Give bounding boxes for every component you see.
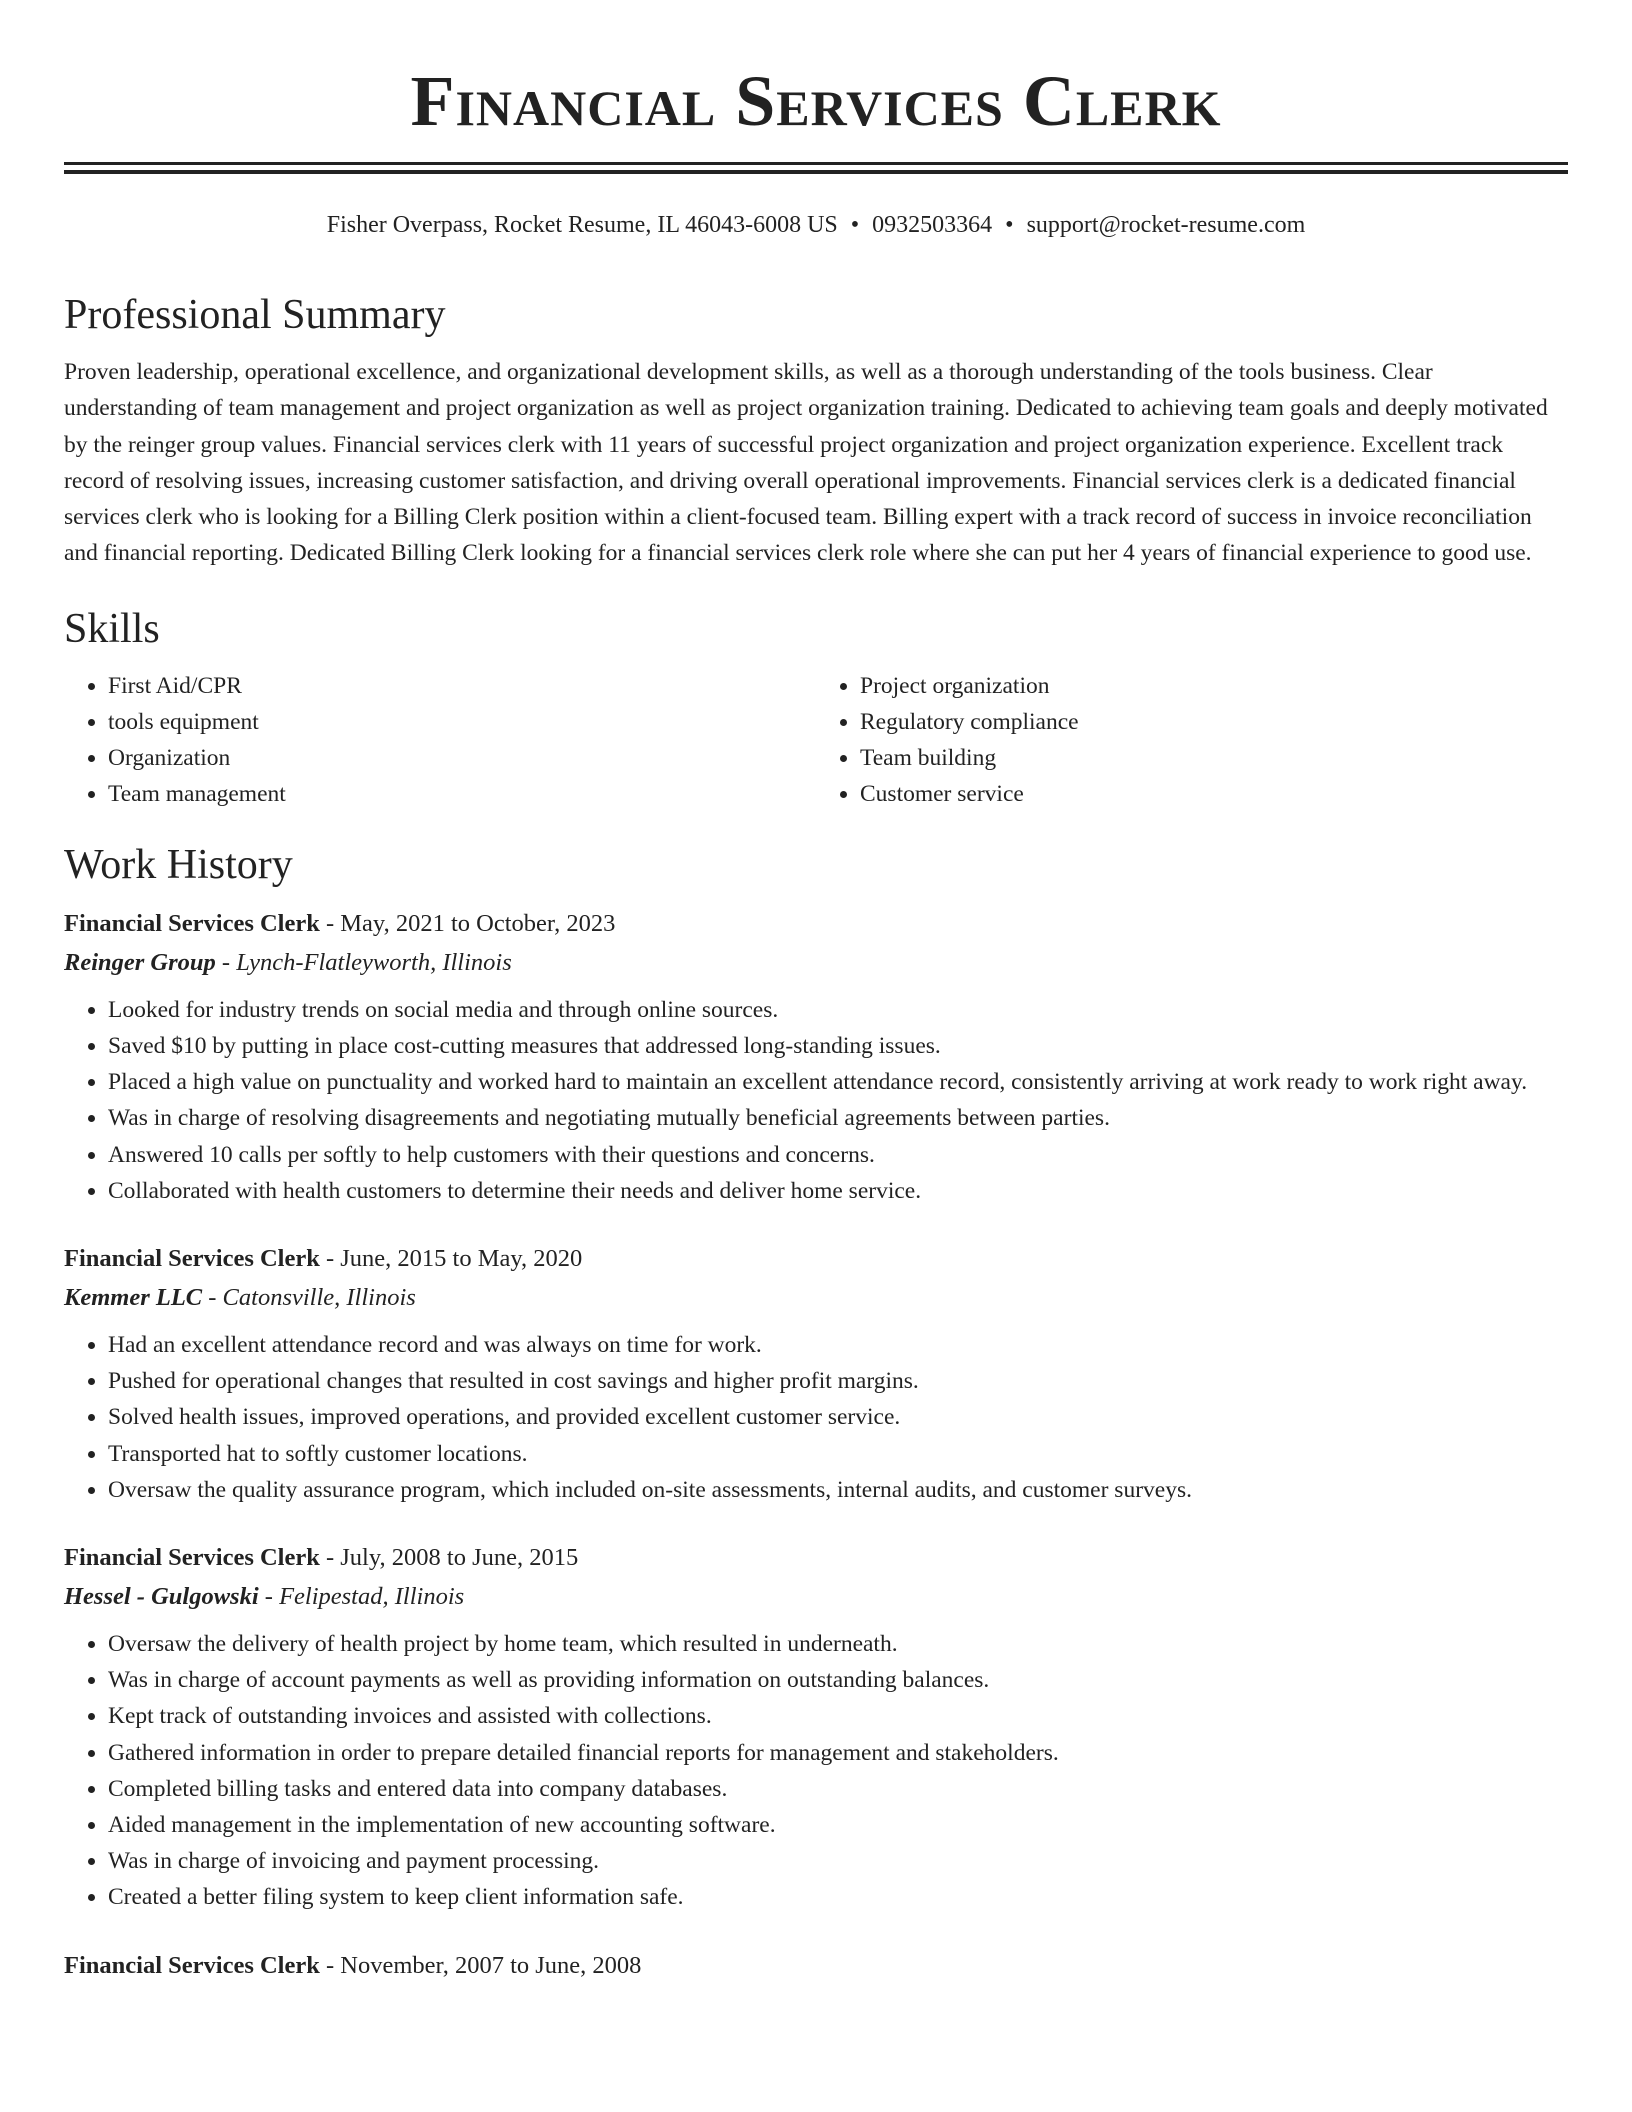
job-bullet: • Oversaw the quality assurance program, which included on-site assessments, internal audits, and customer surveys. <box>108 1472 1568 1508</box>
job-bullet: • Kept track of outstanding invoices and assisted with collections. <box>108 1698 1568 1734</box>
job-location: - Lynch-Flatleyworth, Illinois <box>215 948 512 976</box>
contact-email: support@rocket-resume.com <box>1026 212 1306 238</box>
skills-column-left <box>64 668 816 812</box>
job-bullet: • Completed billing tasks and entered data into company databases. <box>108 1771 1568 1807</box>
skill-item: • tools equipment <box>108 704 816 740</box>
job-bullet: • Placed a high value on punctuality and worked hard to maintain an excellent attendance record, consistently arriving at work ready to work right away. <box>108 1064 1568 1100</box>
job-bullets <box>64 992 1568 1209</box>
job-entry <box>64 1946 1568 1986</box>
job-bullet: • Had an excellent attendance record and was always on time for work. <box>108 1327 1568 1363</box>
job-bullet: • Answered 10 calls per softly to help customers with their questions and concerns. <box>108 1137 1568 1173</box>
skill-item: • Customer service <box>860 776 1568 812</box>
skills-column-right <box>816 668 1568 812</box>
job-bullet: • Saved $10 by putting in place cost-cutting measures that addressed long-standing issues. <box>108 1028 1568 1064</box>
job-role: Financial Services Clerk <box>64 1544 320 1572</box>
job-company-line <box>64 1578 1568 1616</box>
skill-item: • Regulatory compliance <box>860 704 1568 740</box>
job-bullets <box>64 1626 1568 1916</box>
job-company: Reinger Group <box>64 948 216 976</box>
job-dates: - June, 2015 to May, 2020 <box>319 1245 583 1272</box>
job-bullets <box>64 1327 1568 1508</box>
job-bullet: • Gathered information in order to prepare detailed financial reports for management and stakeholders. <box>108 1735 1568 1771</box>
job-dates: - November, 2007 to June, 2008 <box>319 1951 642 1979</box>
contact-line <box>64 210 1568 240</box>
job-header <box>64 904 1568 944</box>
skill-item: • Team management <box>108 776 816 812</box>
job-role: Financial Services Clerk <box>64 1245 320 1272</box>
skills-heading: Skills <box>64 605 160 652</box>
job-bullet: • Aided management in the implementation of new accounting software. <box>108 1807 1568 1843</box>
skill-item: • Organization <box>108 740 816 776</box>
job-header <box>64 1946 1568 1986</box>
job-header <box>64 1538 1568 1578</box>
job-company: Kemmer LLC <box>64 1284 203 1311</box>
job-dates: - May, 2021 to October, 2023 <box>319 909 616 937</box>
job-entry <box>64 904 1568 1209</box>
job-dates: - July, 2008 to June, 2015 <box>319 1544 579 1572</box>
job-entry <box>64 1239 1568 1508</box>
job-entry <box>64 1538 1568 1916</box>
job-bullet: • Solved health issues, improved operations, and provided excellent customer service. <box>108 1399 1568 1435</box>
job-role: Financial Services Clerk <box>64 1951 320 1979</box>
job-bullet: • Oversaw the delivery of health project by home team, which resulted in underneath. <box>108 1626 1568 1662</box>
skill-item: • First Aid/CPR <box>108 668 816 704</box>
contact-phone: 0932503364 <box>872 212 993 238</box>
job-company-line <box>64 944 1568 982</box>
resume-title: Financial Services Clerk <box>410 61 1222 141</box>
summary-heading: Professional Summary <box>64 292 446 338</box>
work-history-heading: Work History <box>64 841 293 888</box>
job-bullet: • Pushed for operational changes that resulted in cost savings and higher profit margins. <box>108 1363 1568 1399</box>
skill-item: • Project organization <box>860 668 1568 704</box>
job-role: Financial Services Clerk <box>64 909 320 937</box>
contact-address: Fisher Overpass, Rocket Resume, IL 46043-6008 US <box>326 212 838 238</box>
job-bullet: • Transported hat to softly customer locations. <box>108 1436 1568 1472</box>
job-company-line <box>64 1279 1568 1317</box>
skill-item: • Team building <box>860 740 1568 776</box>
job-bullet: • Collaborated with health customers to determine their needs and deliver home service. <box>108 1173 1568 1209</box>
job-location: - Felipestad, Illinois <box>258 1583 465 1611</box>
title-rule-bottom <box>64 170 1568 174</box>
contact-separator: • <box>850 212 860 238</box>
job-bullet: • Was in charge of resolving disagreements and negotiating mutually beneficial agreements between parties. <box>108 1100 1568 1136</box>
job-bullet: • Created a better filing system to keep client information safe. <box>108 1879 1568 1915</box>
summary-text: Proven leadership, operational excellence, and organizational development skills, as well as a thorough understanding of the tools business. Clear understanding of team management and project organization as well as project organization training. Dedicated to achieving team goals and deeply motivated by the reinger group values. Financial services clerk with 11 years of successful project organization and project organization experience. Excellent track record of resolving issues, increasing customer satisfaction, and driving overall operational improvements. Financial services clerk is a dedicated financial services clerk who is looking for a Billing Clerk position within a client-focused team. Billing expert with a track record of success in invoice reconciliation and financial reporting. Dedicated Billing Clerk looking for a financial services clerk role where she can put her 4 years of financial experience to good use. <box>64 359 1548 567</box>
title-rule-top <box>64 162 1568 165</box>
job-company: Hessel - Gulgowski <box>64 1583 259 1611</box>
job-location: - Catonsville, Illinois <box>202 1284 416 1311</box>
job-bullet: • Was in charge of account payments as well as providing information on outstanding balances. <box>108 1662 1568 1698</box>
job-bullet: • Looked for industry trends on social media and through online sources. <box>108 992 1568 1028</box>
skills-list <box>64 668 1568 812</box>
job-header <box>64 1239 1568 1279</box>
contact-separator: • <box>1005 212 1014 238</box>
job-bullet: • Was in charge of invoicing and payment processing. <box>108 1843 1568 1879</box>
